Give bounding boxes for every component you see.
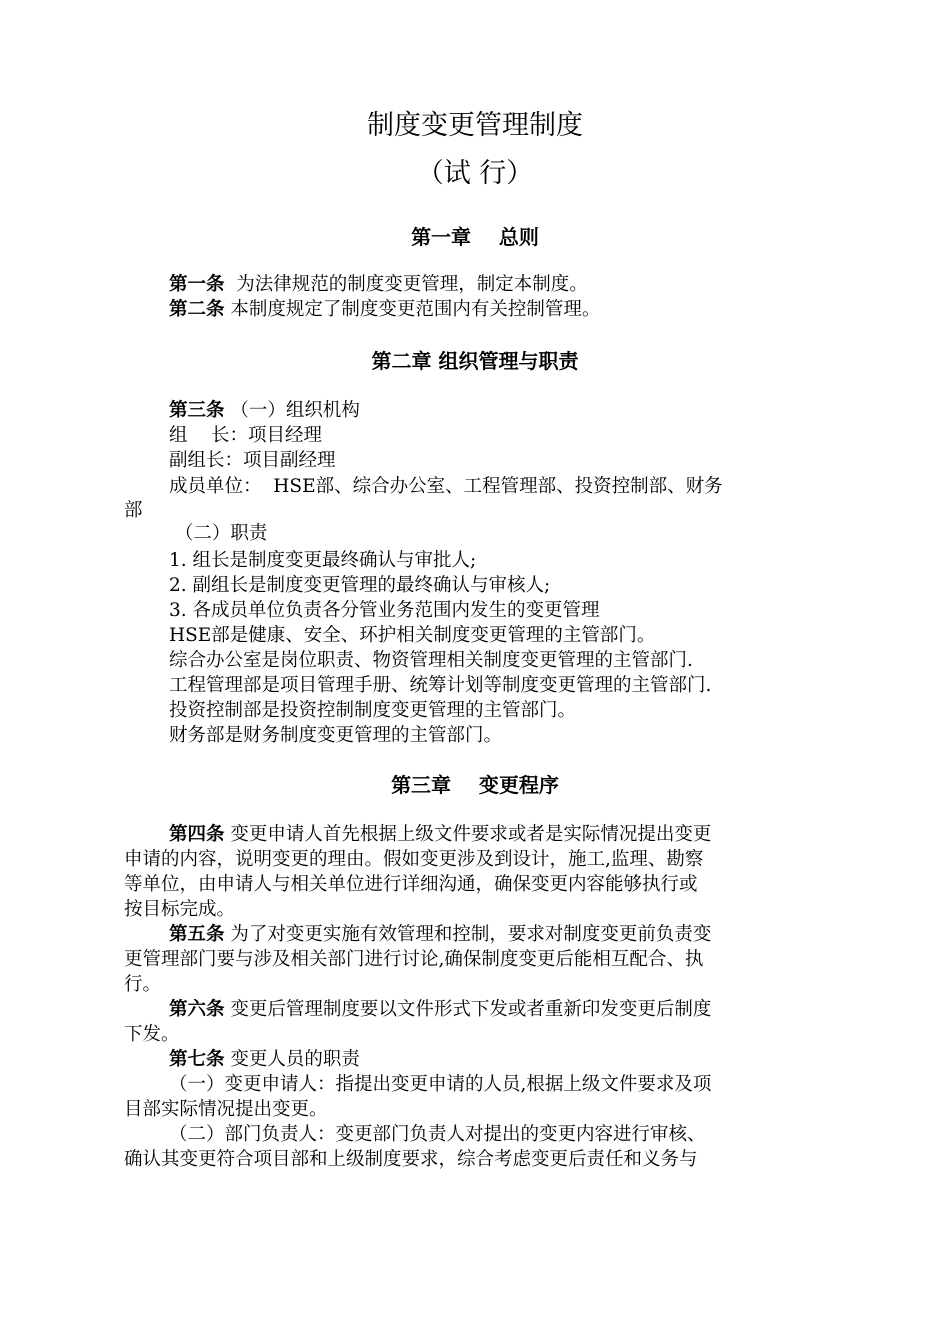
engineering-line: 工程管理部是项目管理手册、统筹计划等制度变更管理的主管部门. <box>169 675 712 696</box>
chapter-3-heading: 第三章 变更程序 <box>391 773 559 797</box>
article-7-item-1-continued: 目部实际情况提出变更。 <box>124 1099 328 1120</box>
article-2-text: 本制度规定了制度变更范围内有关控制管理。 <box>224 299 601 320</box>
members-line-continued: 部 <box>124 500 143 521</box>
article-6-line-2: 下发。 <box>124 1024 180 1045</box>
article-2-label: 第二条 <box>169 299 225 320</box>
article-4-line-4: 按目标完成。 <box>124 899 236 920</box>
chapter-1-heading: 第一章 总则 <box>411 225 539 249</box>
duty-item-1: 1. 组长是制度变更最终确认与审批人; <box>169 550 477 571</box>
article-7-text: 变更人员的职责 <box>224 1049 360 1070</box>
deputy-line: 副组长：项目副经理 <box>169 450 336 471</box>
article-3-label: 第三条 <box>169 400 225 421</box>
article-5 <box>169 923 711 947</box>
article-4-line-2: 申请的内容，说明变更的理由。假如变更涉及到设计，施工,监理、勘察 <box>124 849 704 870</box>
article-1-text: 为法律规范的制度变更管理，制定本制度。 <box>224 274 588 295</box>
article-1 <box>169 273 588 297</box>
article-4-label: 第四条 <box>169 824 225 845</box>
article-7-item-1: （一）变更申请人：指提出变更申请的人员,根据上级文件要求及项 <box>169 1074 712 1095</box>
duties-heading: （二）职责 <box>169 523 268 544</box>
chapter-2-heading: 第二章 组织管理与职责 <box>371 349 579 373</box>
document-subtitle: （试 行） <box>416 158 534 189</box>
document-title: 制度变更管理制度 <box>367 110 583 141</box>
article-5-line-2: 更管理部门要与涉及相关部门进行讨论,确保制度变更后能相互配合、执 <box>124 949 704 970</box>
article-3-text: （一）组织机构 <box>224 400 360 421</box>
leader-line: 组 长：项目经理 <box>169 425 323 446</box>
finance-line: 财务部是财务制度变更管理的主管部门。 <box>169 725 503 746</box>
article-4-line-3: 等单位，由申请人与相关单位进行详细沟通，确保变更内容能够执行或 <box>124 874 698 895</box>
article-4-text: 变更申请人首先根据上级文件要求或者是实际情况提出变更 <box>224 824 712 845</box>
article-5-text: 为了对变更实施有效管理和控制，要求对制度变更前负责变 <box>224 924 712 945</box>
office-line: 综合办公室是岗位职责、物资管理相关制度变更管理的主管部门. <box>169 650 693 671</box>
article-6-label: 第六条 <box>169 999 225 1020</box>
article-2 <box>169 298 600 322</box>
article-5-line-3: 行。 <box>124 974 162 995</box>
article-7 <box>169 1048 360 1072</box>
article-7-item-2: （二）部门负责人：变更部门负责人对提出的变更内容进行审核、 <box>169 1124 706 1145</box>
article-5-label: 第五条 <box>169 924 225 945</box>
investment-line: 投资控制部是投资控制制度变更管理的主管部门。 <box>169 700 577 721</box>
article-3 <box>169 399 360 423</box>
hse-line: HSE部是健康、安全、环护相关制度变更管理的主管部门。 <box>169 625 656 646</box>
article-7-item-2-continued: 确认其变更符合项目部和上级制度要求，综合考虑变更后责任和义务与 <box>124 1149 698 1170</box>
article-6 <box>169 998 711 1022</box>
article-4 <box>169 823 711 847</box>
article-6-text: 变更后管理制度要以文件形式下发或者重新印发变更后制度 <box>224 999 712 1020</box>
article-1-label: 第一条 <box>169 274 225 295</box>
duty-item-3: 3. 各成员单位负责各分管业务范围内发生的变更管理 <box>169 600 600 621</box>
members-line: 成员单位： HSE部、综合办公室、工程管理部、投资控制部、财务 <box>169 476 723 497</box>
article-7-label: 第七条 <box>169 1049 225 1070</box>
duty-item-2: 2. 副组长是制度变更管理的最终确认与审核人; <box>169 575 551 596</box>
